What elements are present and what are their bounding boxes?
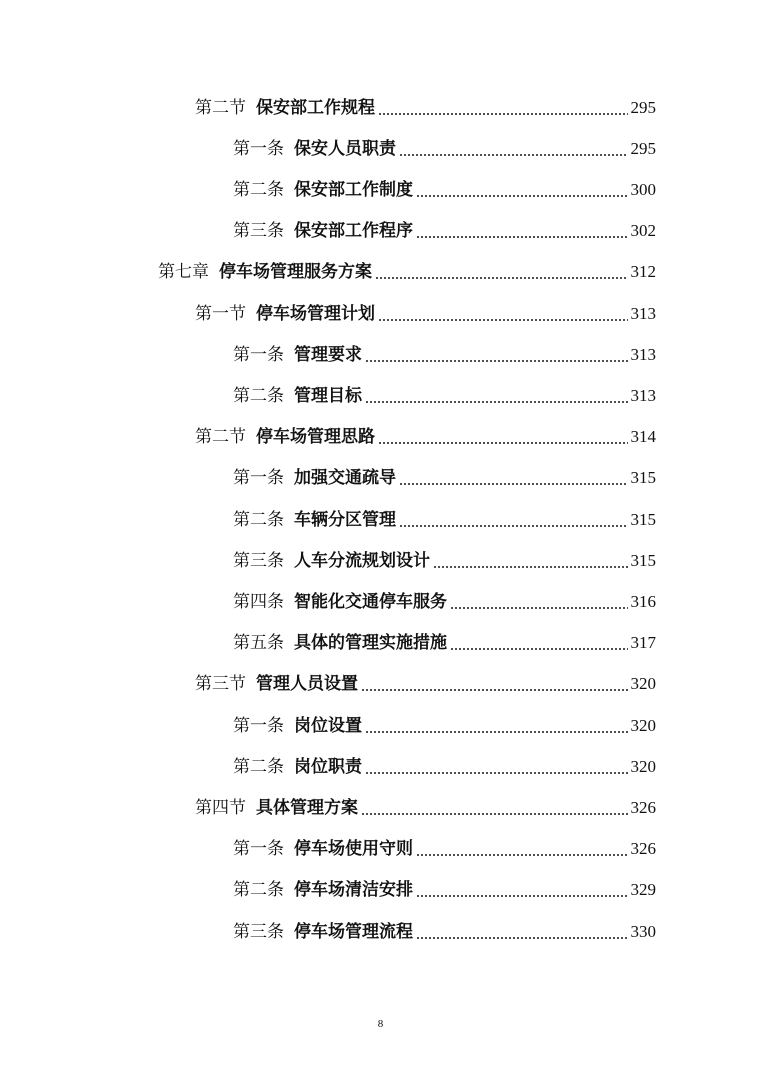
toc-entry-title: 岗位职责 bbox=[294, 757, 362, 777]
toc-entry-title: 停车场管理服务方案 bbox=[219, 262, 372, 282]
toc-entry-title: 加强交通疏导 bbox=[294, 468, 396, 488]
toc-entry-title: 智能化交通停车服务 bbox=[294, 592, 447, 612]
toc-entry-page: 326 bbox=[630, 798, 656, 817]
dot-leader bbox=[416, 937, 628, 939]
toc-entry[interactable] bbox=[233, 835, 656, 863]
toc-entry-title: 管理人员设置 bbox=[256, 674, 358, 694]
toc-entry-number: 第四节 bbox=[195, 798, 246, 818]
toc-entry-title: 管理要求 bbox=[294, 345, 362, 365]
toc-entry-page: 330 bbox=[630, 922, 656, 941]
dot-leader bbox=[433, 566, 628, 568]
toc-entry-number: 第二条 bbox=[233, 510, 284, 530]
toc-entry[interactable] bbox=[233, 547, 656, 575]
toc-entry-title: 管理目标 bbox=[294, 386, 362, 406]
dot-leader bbox=[378, 442, 628, 444]
toc-entry[interactable] bbox=[195, 423, 656, 451]
toc-entry[interactable] bbox=[233, 135, 656, 163]
toc-entry-number: 第一节 bbox=[195, 304, 246, 324]
toc-entry-number: 第四条 bbox=[233, 592, 284, 612]
toc-entry-page: 313 bbox=[630, 345, 656, 364]
toc-entry-number: 第三条 bbox=[233, 922, 284, 942]
dot-leader bbox=[378, 319, 628, 321]
toc-entry-title: 具体的管理实施措施 bbox=[294, 633, 447, 653]
dot-leader bbox=[375, 277, 628, 279]
toc-entry-number: 第一条 bbox=[233, 139, 284, 159]
toc-entry-page: 295 bbox=[630, 139, 656, 158]
toc-entry-title: 保安部工作程序 bbox=[294, 221, 413, 241]
toc-entry-page: 315 bbox=[630, 551, 656, 570]
toc-entry-title: 车辆分区管理 bbox=[294, 510, 396, 530]
dot-leader bbox=[416, 195, 628, 197]
dot-leader bbox=[416, 854, 628, 856]
toc-entry-title: 保安部工作规程 bbox=[256, 98, 375, 118]
dot-leader bbox=[450, 607, 628, 609]
toc-entry[interactable] bbox=[195, 670, 656, 698]
toc-entry-page: 320 bbox=[630, 674, 656, 693]
toc-entry-title: 停车场管理思路 bbox=[256, 427, 375, 447]
toc-entry-number: 第一条 bbox=[233, 345, 284, 365]
toc-entry[interactable] bbox=[233, 588, 656, 616]
dot-leader bbox=[365, 360, 628, 362]
toc-entry-page: 315 bbox=[630, 510, 656, 529]
dot-leader bbox=[365, 401, 628, 403]
dot-leader bbox=[378, 113, 628, 115]
toc-entry-page: 312 bbox=[630, 262, 656, 281]
toc-entry-number: 第二条 bbox=[233, 757, 284, 777]
toc-entry[interactable] bbox=[233, 629, 656, 657]
toc-entry-page: 317 bbox=[630, 633, 656, 652]
toc-entry[interactable] bbox=[195, 94, 656, 122]
dot-leader bbox=[361, 813, 628, 815]
toc-entry-page: 320 bbox=[630, 757, 656, 776]
toc-entry-page: 313 bbox=[630, 386, 656, 405]
toc-entry-page: 300 bbox=[630, 180, 656, 199]
toc-entry[interactable] bbox=[233, 506, 656, 534]
toc-entry-page: 316 bbox=[630, 592, 656, 611]
toc-entry[interactable] bbox=[233, 382, 656, 410]
toc-entry-number: 第二节 bbox=[195, 427, 246, 447]
toc-entry-title: 岗位设置 bbox=[294, 716, 362, 736]
toc-entry[interactable] bbox=[195, 794, 656, 822]
toc-entry-number: 第二节 bbox=[195, 98, 246, 118]
dot-leader bbox=[399, 483, 628, 485]
toc-entry[interactable] bbox=[233, 464, 656, 492]
page-number: 8 bbox=[377, 1018, 384, 1030]
toc-entry-title: 停车场管理计划 bbox=[256, 304, 375, 324]
toc-entry-number: 第一条 bbox=[233, 716, 284, 736]
toc-entry[interactable] bbox=[233, 753, 656, 781]
dot-leader bbox=[365, 731, 628, 733]
toc-entry-number: 第一条 bbox=[233, 468, 284, 488]
toc-entry-page: 302 bbox=[630, 221, 656, 240]
toc-entry-number: 第二条 bbox=[233, 180, 284, 200]
toc-entry-title: 保安部工作制度 bbox=[294, 180, 413, 200]
dot-leader bbox=[365, 772, 628, 774]
toc-entry-number: 第三条 bbox=[233, 551, 284, 571]
dot-leader bbox=[399, 525, 628, 527]
toc-entry-page: 329 bbox=[630, 880, 656, 899]
dot-leader bbox=[416, 236, 628, 238]
toc-entry-number: 第五条 bbox=[233, 633, 284, 653]
toc-entry-title: 具体管理方案 bbox=[256, 798, 358, 818]
toc-entry-page: 315 bbox=[630, 468, 656, 487]
toc-entry-page: 314 bbox=[630, 427, 656, 446]
dot-leader bbox=[450, 648, 628, 650]
toc-entry-number: 第七章 bbox=[158, 262, 209, 282]
toc-entry-title: 保安人员职责 bbox=[294, 139, 396, 159]
toc-entry-number: 第三节 bbox=[195, 674, 246, 694]
toc-entry[interactable] bbox=[233, 876, 656, 904]
toc-entry[interactable] bbox=[233, 341, 656, 369]
toc-entry-number: 第二条 bbox=[233, 880, 284, 900]
toc-entry-title: 停车场管理流程 bbox=[294, 922, 413, 942]
toc-entry-title: 停车场清洁安排 bbox=[294, 880, 413, 900]
toc-entry-page: 320 bbox=[630, 716, 656, 735]
dot-leader bbox=[416, 895, 628, 897]
toc-entry[interactable] bbox=[233, 712, 656, 740]
toc-entry-number: 第二条 bbox=[233, 386, 284, 406]
toc-entry-page: 313 bbox=[630, 304, 656, 323]
toc-entry[interactable] bbox=[195, 300, 656, 328]
toc-entry[interactable] bbox=[233, 918, 656, 946]
toc-entry[interactable] bbox=[233, 176, 656, 204]
toc-entry-title: 人车分流规划设计 bbox=[294, 551, 430, 571]
dot-leader bbox=[399, 154, 628, 156]
toc-entry[interactable] bbox=[158, 258, 656, 286]
toc-entry-title: 停车场使用守则 bbox=[294, 839, 413, 859]
toc-entry[interactable] bbox=[233, 217, 656, 245]
dot-leader bbox=[361, 689, 628, 691]
toc-entry-page: 295 bbox=[630, 98, 656, 117]
toc-entry-page: 326 bbox=[630, 839, 656, 858]
toc-entry-number: 第一条 bbox=[233, 839, 284, 859]
toc-entry-number: 第三条 bbox=[233, 221, 284, 241]
